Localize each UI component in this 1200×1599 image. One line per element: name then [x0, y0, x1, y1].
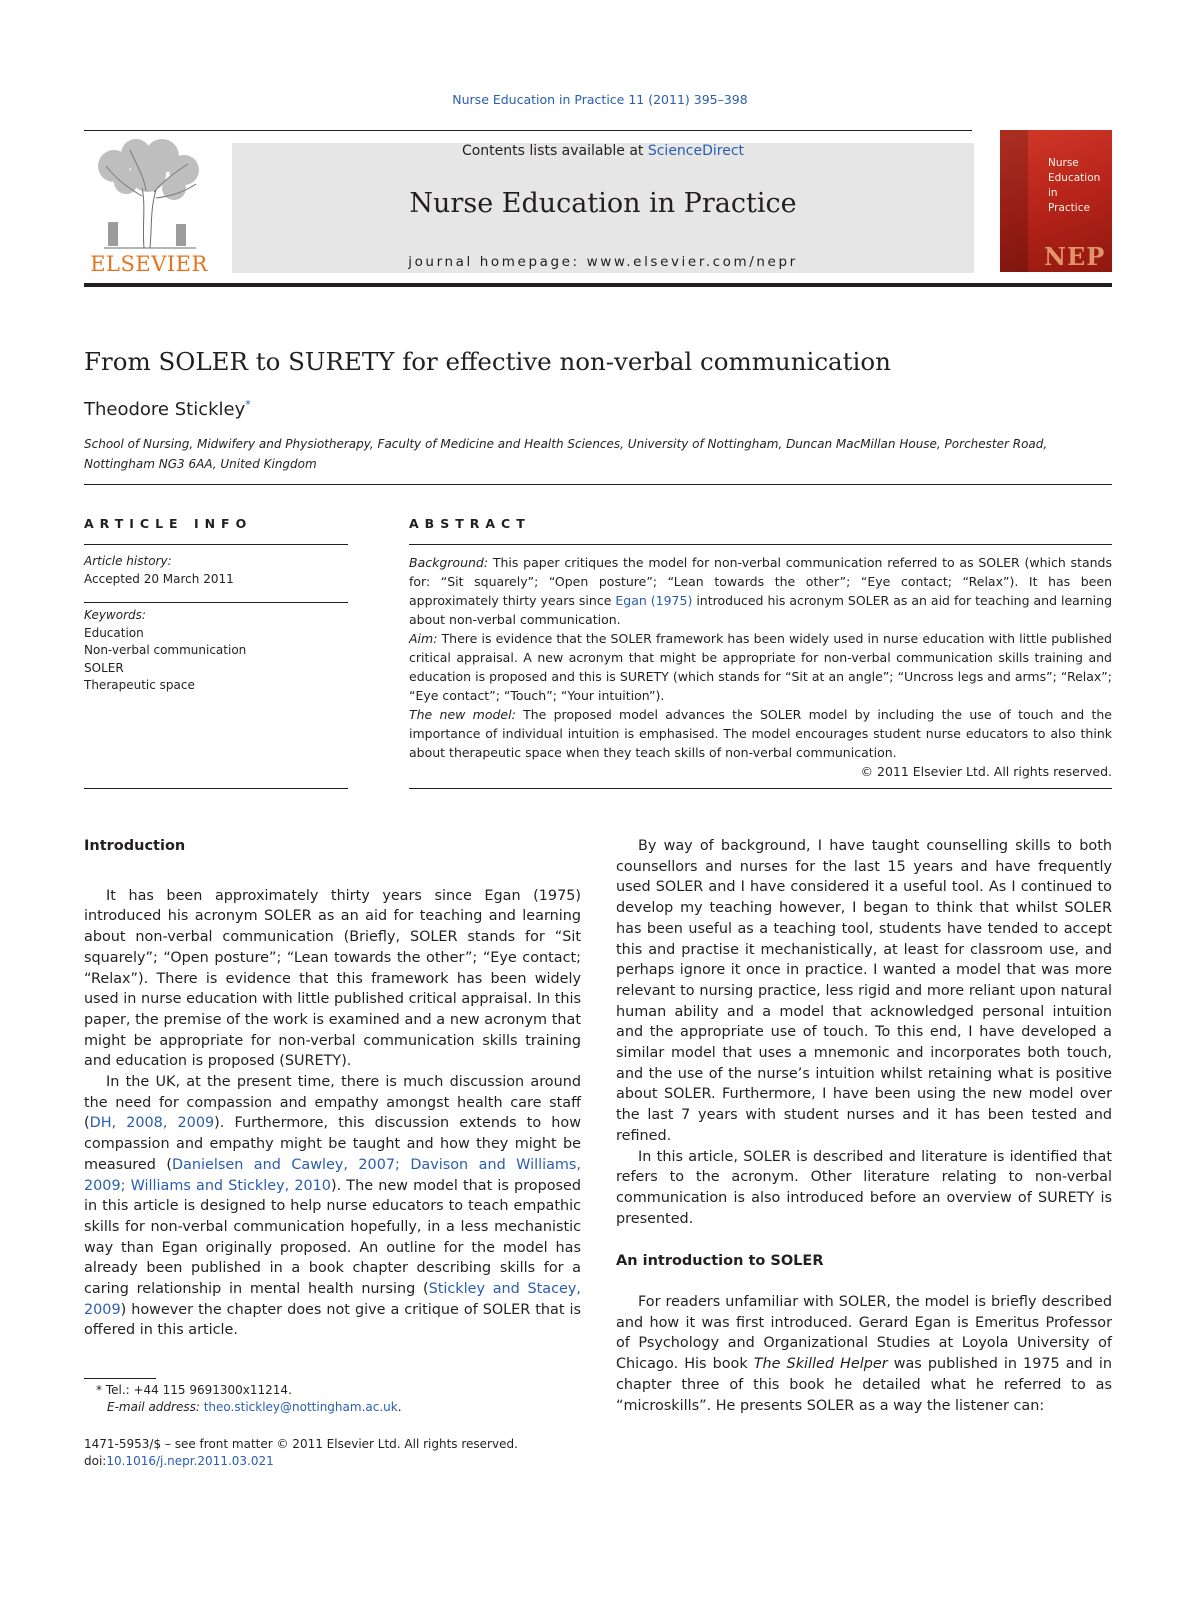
- article-title: From SOLER to SURETY for effective non-verbal communication: [84, 347, 891, 376]
- header-top-rule: [84, 130, 972, 131]
- soler-paragraph: [616, 1292, 1112, 1416]
- cover-stripe: [1000, 130, 1028, 272]
- introduction-heading: Introduction: [84, 838, 186, 854]
- cover-mark: NEP: [1044, 242, 1106, 271]
- author-footnote-mark[interactable]: *: [245, 398, 251, 411]
- keywords-label: Keywords:: [84, 608, 146, 622]
- front-matter: [84, 1436, 518, 1470]
- footnote-mark: *: [96, 1383, 102, 1397]
- doi-link[interactable]: 10.1016/j.nepr.2011.03.021: [106, 1454, 274, 1468]
- history-value: Accepted 20 March 2011: [84, 571, 234, 586]
- author-affiliation: School of Nursing, Midwifery and Physiotherapy, Faculty of Medicine and Health Sciences, University of Nottingham, Duncan MacMillan House, Porchester Road, Nottingham NG3 6AA, United Kingdom: [84, 437, 1048, 471]
- cover-title-line: Nurse: [1048, 157, 1079, 169]
- abstract-heading: ABSTRACT: [409, 516, 531, 531]
- cover-title-line: Practice: [1048, 202, 1090, 214]
- contents-prefix: Contents lists available at: [461, 143, 648, 159]
- background-text: This paper critiques the model for non-verbal communication referred to as SOLER (which stands for: “Sit squarely”; “Open posture”; “Lean towards the other”; “Eye contact; “Relax”). It has been approximately thirty years since: [409, 555, 1112, 608]
- stickley-stacey-citation-link[interactable]: Stickley and Stacey, 2009: [84, 1281, 581, 1318]
- email-link[interactable]: theo.stickley@nottingham.ac.uk: [203, 1400, 398, 1414]
- overview-paragraph: In this article, SOLER is described and literature is identified that refers to the acronym. Other literature relating to non-verbal communication is also introduced before an overview of SURETY is presented.: [616, 1148, 1112, 1227]
- paragraph-text: ) however the chapter does not give a critique of SOLER that is offered in this article.: [84, 1301, 581, 1339]
- abstract-rule: [409, 544, 1112, 545]
- footnote: [96, 1382, 402, 1416]
- keywords-block: [84, 607, 246, 695]
- article-info-heading: ARTICLE INFO: [84, 516, 253, 531]
- model-text: The proposed model advances the SOLER model by including the use of touch and the importance of individual intuition is emphasised. The model encourages student nurse educators to also think about therapeutic space when they teach skills of non-verbal communication.: [409, 707, 1112, 760]
- abstract-background: [409, 553, 1112, 629]
- history-label: Article history:: [84, 554, 172, 568]
- intro-paragraph-1: It has been approximately thirty years since Egan (1975) introduced his acronym SOLER as an aid for teaching and learning about non-verbal communication (Briefly, SOLER stands for “Sit squarely”; “Open posture”; “Lean towards the other”; “Eye contact; “Relax”). There is evidence that this framework has been widely used in nurse education with little published critical appraisal. In this paper, the premise of the work is examined and a new acronym that might be appropriate for non-verbal communication skills training and education is proposed (SURETY).: [84, 887, 581, 1070]
- keyword: Therapeutic space: [84, 678, 195, 693]
- contents-line: [232, 143, 974, 159]
- footnote-tel-text: Tel.: +44 115 9691300x11214.: [102, 1383, 292, 1397]
- article-info-bottom-rule: [84, 788, 348, 789]
- background-text: introduced his acronym SOLER as an aid for teaching and learning about non-verbal communication.: [409, 593, 1112, 627]
- footnote-tel: [96, 1382, 402, 1399]
- dh-citation-link[interactable]: DH, 2008, 2009: [89, 1115, 215, 1132]
- journal-homepage[interactable]: journal homepage: www.elsevier.com/nepr: [408, 254, 798, 270]
- cover-title-line: Education in: [1048, 172, 1101, 199]
- elsevier-logo-text: ELSEVIER: [90, 252, 208, 276]
- article-history: [84, 553, 234, 588]
- doi-line: [84, 1453, 518, 1470]
- author-name-text: Theodore Stickley: [84, 399, 246, 420]
- book-title: The Skilled Helper: [753, 1356, 888, 1373]
- journal-citation[interactable]: Nurse Education in Practice 11 (2011) 395–398: [452, 92, 748, 107]
- keyword: Non-verbal communication: [84, 643, 247, 658]
- footnote-rule: [84, 1378, 156, 1379]
- paragraph-text: In the UK, at the present time, there is much discussion around the need for compassion and empathy amongst health care staff (: [84, 1074, 581, 1132]
- intro-paragraph-2: [84, 1072, 581, 1341]
- abstract-model: [409, 705, 1112, 762]
- paragraph-text: For readers unfamiliar with SOLER, the model is briefly described and how it was first introduced. Gerard Egan is Emeritus Professor of Psychology and Organizational Studies at Loyola University of Chicago. His book: [616, 1294, 1112, 1373]
- cover-title: [1048, 156, 1112, 216]
- keywords-rule: [84, 602, 348, 603]
- background-paragraph: By way of background, I have taught counselling skills to both counsellors and nurses for the last 15 years and have frequently used SOLER and I have considered it a useful tool. As I continued to develop my teaching however, I began to think that whilst SOLER has been useful as a teaching tool, students have tended to accept this and practise it mechanistically, at least for classroom use, and perhaps ignore it once in practice. I wanted a model that was more relevant to nursing practice, less rigid and more reliant upon natural human ability and a model that acknowledged personal intuition and the appropriate use of touch. To this end, I have developed a similar model that uses a mnemonic and incorporates both touch, and the use of the nurse’s intuition whilst retaining what is positive about SOLER. Furthermore, I have been using the new model over the last 7 years with student nurses and it has been tested and refined.: [616, 838, 1112, 1144]
- footnote-email: [96, 1399, 402, 1416]
- left-column: [84, 836, 581, 1341]
- keyword: Education: [84, 625, 144, 640]
- abstract-copyright: © 2011 Elsevier Ltd. All rights reserved.: [860, 764, 1112, 779]
- paragraph-text: was published in 1975 and in chapter three of this book he detailed what he referred to as “microskills”. He presents SOLER as a way the listener can:: [616, 1356, 1112, 1414]
- header-bottom-rule: [84, 283, 1112, 287]
- email-end: .: [397, 1400, 402, 1414]
- keyword: SOLER: [84, 660, 124, 675]
- paragraph-text: ). Furthermore, this discussion extends to how compassion and empathy might be taught and how they might be measured (: [84, 1115, 582, 1173]
- background-label: Background:: [409, 555, 489, 570]
- email-label: E-mail address:: [107, 1400, 200, 1414]
- journal-name: Nurse Education in Practice: [409, 188, 797, 219]
- front-matter-text: 1471-5953/$ – see front matter © 2011 Elsevier Ltd. All rights reserved.: [84, 1437, 518, 1451]
- author-name: [84, 398, 251, 420]
- abstract-aim: [409, 629, 1112, 705]
- egan-1975-link[interactable]: Egan (1975): [615, 593, 693, 608]
- doi-label: doi:: [84, 1454, 107, 1468]
- aim-label: Aim:: [409, 631, 438, 646]
- aim-text: There is evidence that the SOLER framework has been widely used in nurse education with little published critical appraisal. A new acronym that might be appropriate for non-verbal communication skills training and education is proposed and this is SURETY (which stands for “Sit at an angle”; “Uncross legs and arms”; “Relax”; “Eye contact”; “Touch”; “Your intuition”).: [409, 631, 1112, 703]
- model-label: The new model:: [409, 707, 516, 722]
- journal-cover-image: [1000, 130, 1112, 272]
- abstract-bottom-rule: [409, 788, 1112, 789]
- sciencedirect-link[interactable]: ScienceDirect: [647, 143, 745, 159]
- title-block-rule: [84, 484, 1112, 485]
- paragraph-text: ). The new model that is proposed in this article is designed to help nurse educators to teach empathic skills for non-verbal communication hopefully, in a less mechanistic way than Egan originally proposed. An outline for the model has already been published in a book chapter describing skills for a caring relationship in mental health nursing (: [84, 1177, 582, 1298]
- abstract-body: [409, 553, 1112, 781]
- article-info-rule: [84, 544, 348, 545]
- soler-heading: An introduction to SOLER: [616, 1253, 824, 1270]
- right-column: [616, 836, 1112, 1416]
- danielsen-citation-link[interactable]: Danielsen and Cawley, 2007; Davison and Williams, 2009; Williams and Stickley, 2010: [84, 1156, 581, 1194]
